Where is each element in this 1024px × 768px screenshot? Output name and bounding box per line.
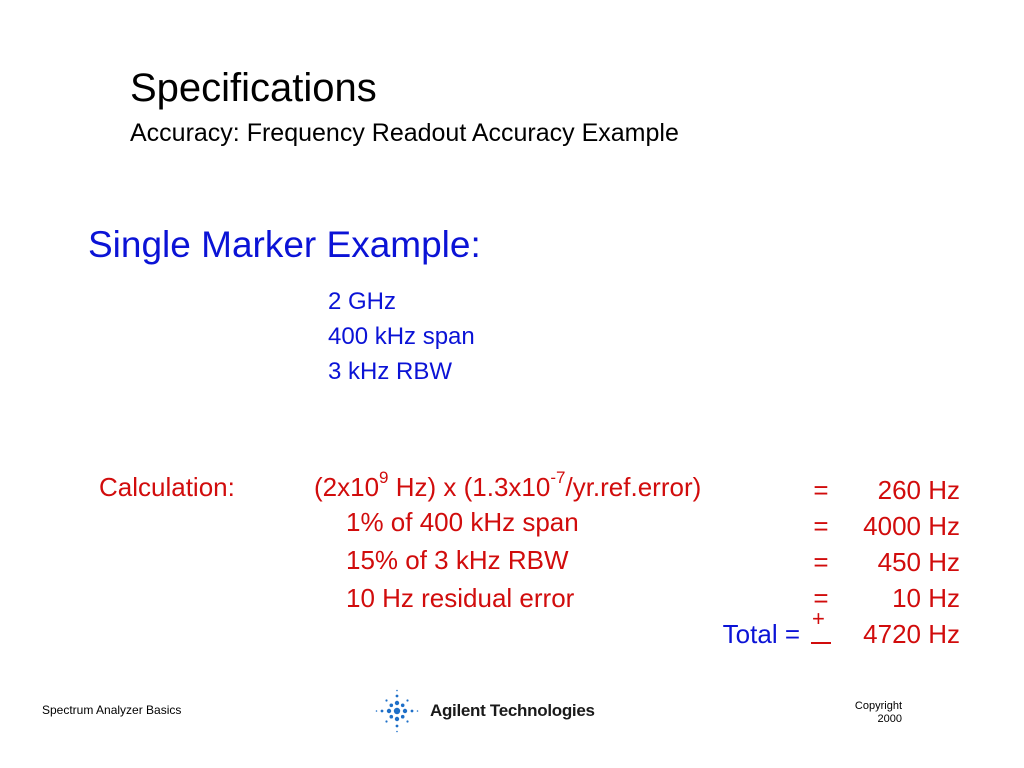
result-value: 10 Hz: [892, 583, 960, 613]
calculation-items: [346, 504, 579, 618]
param-span: 400 kHz span: [328, 323, 475, 350]
equals-sign: =: [813, 583, 829, 613]
result-value: 4000 Hz: [863, 511, 960, 541]
agilent-spark-icon: [374, 688, 420, 734]
section-heading: Single Marker Example:: [88, 224, 481, 265]
param-rbw: 3 kHz RBW: [328, 358, 453, 385]
footer-course-title: Spectrum Analyzer Basics: [42, 703, 182, 717]
copyright-year: 2000: [877, 713, 902, 725]
plus-sign: +: [812, 606, 825, 631]
calculation-formula: [314, 470, 701, 504]
total-value: 4720 Hz: [863, 619, 960, 649]
result-row: [810, 472, 960, 508]
plus-minus-icon: [810, 606, 832, 652]
result-value: 260 Hz: [877, 475, 960, 505]
formula-part1: (2x10: [314, 472, 380, 502]
result-row: [810, 580, 960, 616]
total-label: Total =: [722, 619, 800, 649]
equals-sign: =: [813, 511, 829, 541]
result-row: [810, 544, 960, 580]
formula-exponent-1: 9: [379, 468, 389, 487]
calculation-results: [810, 472, 960, 616]
company-logo: [374, 688, 595, 734]
calculation-label: Calculation:: [99, 472, 235, 502]
param-frequency: 2 GHz: [328, 288, 397, 315]
calc-item-rbw: 15% of 3 kHz RBW: [346, 545, 569, 575]
equals-sign: =: [813, 475, 829, 505]
formula-exponent-2: -7: [550, 468, 566, 487]
total-row: [722, 606, 960, 652]
minus-bar: [811, 642, 831, 644]
marker-parameters: [328, 284, 475, 389]
formula-part2: Hz) x (1.3x10: [388, 472, 551, 502]
equals-sign: =: [813, 547, 829, 577]
copyright-label: Copyright: [854, 700, 902, 712]
slide-subtitle: Accuracy: Frequency Readout Accuracy Example: [130, 119, 679, 147]
result-value: 450 Hz: [877, 547, 960, 577]
calc-item-residual: 10 Hz residual error: [346, 583, 575, 613]
result-row: [810, 508, 960, 544]
slide-title: Specifications: [130, 66, 377, 110]
company-name: Agilent Technologies: [430, 701, 595, 720]
copyright-notice: [830, 700, 902, 726]
calc-item-span: 1% of 400 kHz span: [346, 507, 579, 537]
formula-part3: /yr.ref.error): [565, 472, 702, 502]
